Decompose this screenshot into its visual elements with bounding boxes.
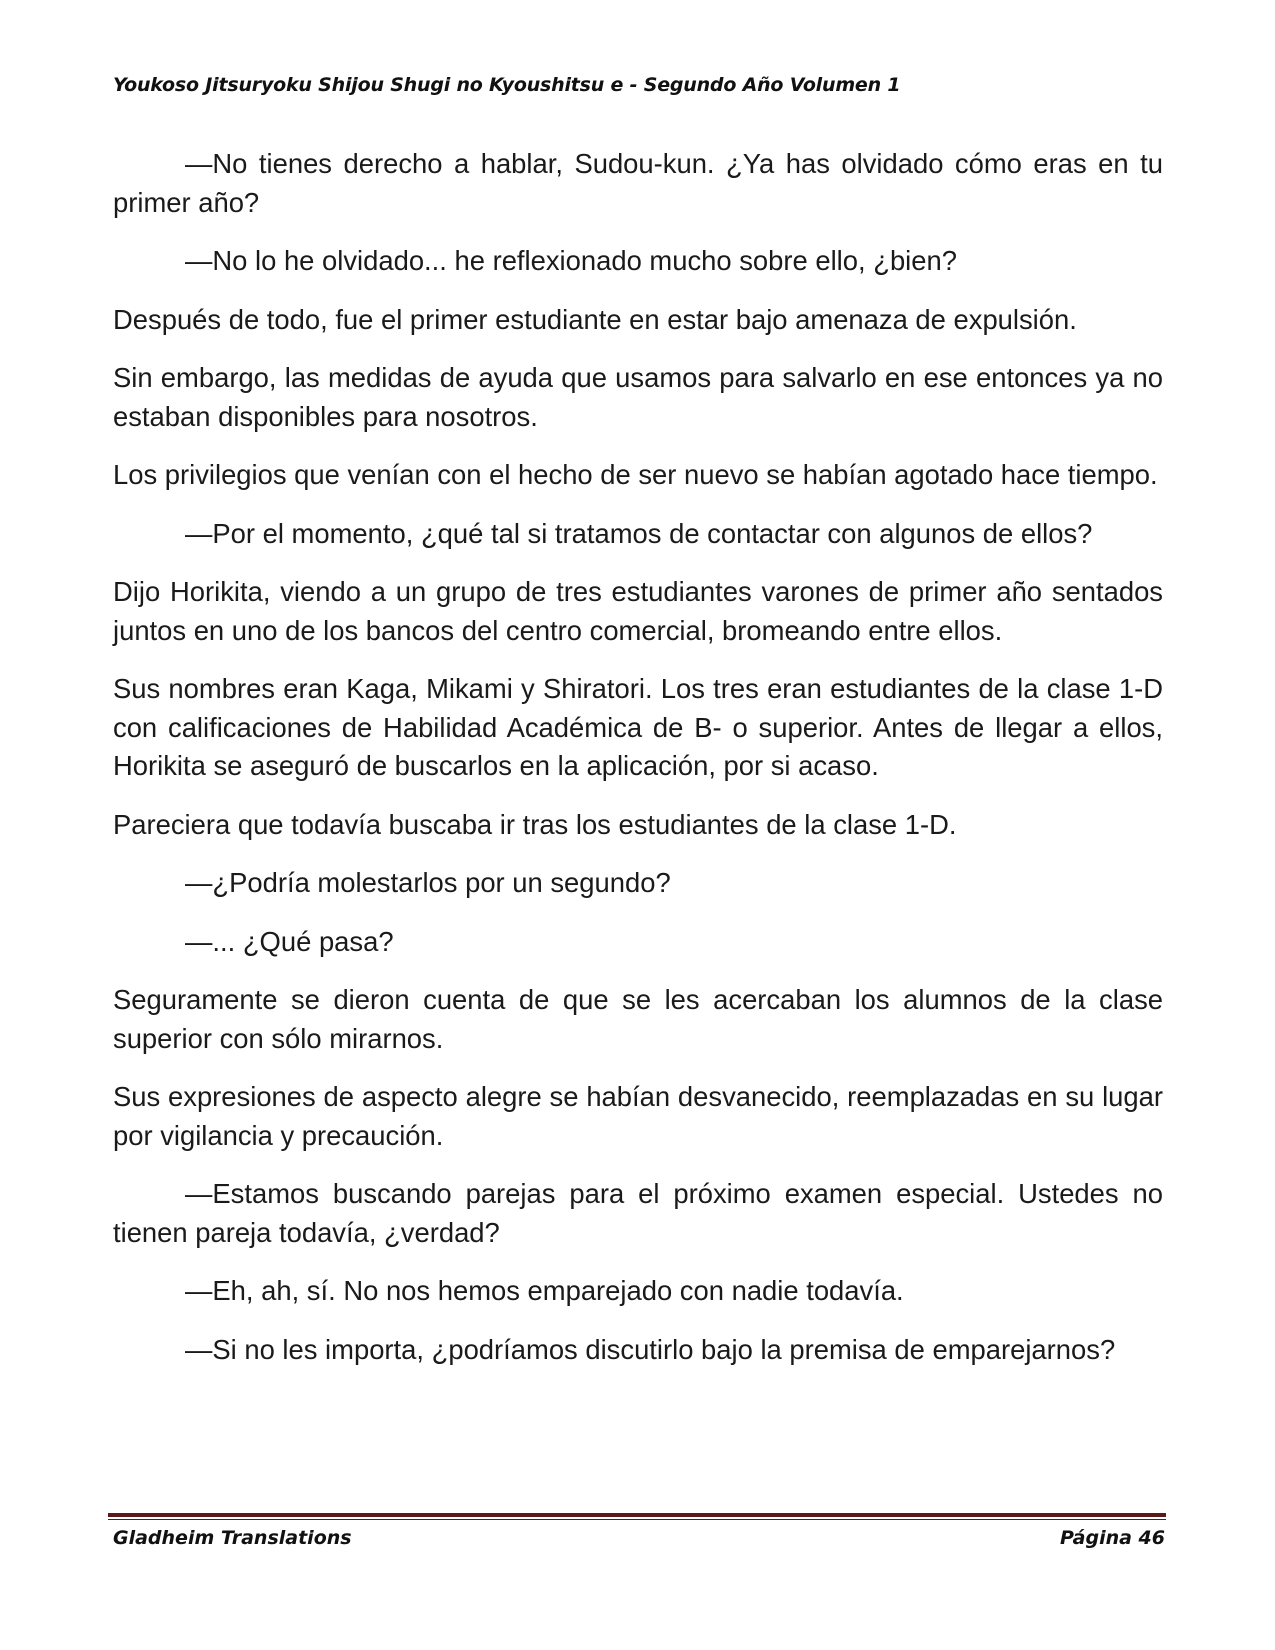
page-header-title: Youkoso Jitsuryoku Shijou Shugi no Kyoushitsu e - Segundo Año Volumen 1 (113, 74, 901, 96)
page-body (113, 145, 1163, 1389)
paragraph: Sin embargo, las medidas de ayuda que usamos para salvarlo en ese entonces ya no estaban disponibles para nosotros. (113, 362, 1163, 432)
footer-publisher: Gladheim Translations (113, 1527, 352, 1549)
paragraph: —Estamos buscando parejas para el próximo examen especial. Ustedes no tienen pareja todavía, ¿verdad? (113, 1178, 1163, 1248)
paragraph: Dijo Horikita, viendo a un grupo de tres estudiantes varones de primer año sentados juntos en uno de los bancos del centro comercial, bromeando entre ellos. (113, 576, 1163, 646)
paragraph: Sus expresiones de aspecto alegre se habían desvanecido, reemplazadas en su lugar por vigilancia y precaución. (113, 1081, 1163, 1151)
paragraph: —Por el momento, ¿qué tal si tratamos de contactar con algunos de ellos? (185, 517, 1093, 549)
paragraph: —Si no les importa, ¿podríamos discutirlo bajo la premisa de emparejarnos? (185, 1333, 1116, 1365)
paragraph: Pareciera que todavía buscaba ir tras los estudiantes de la clase 1-D. (113, 808, 957, 840)
footer-page-number: Página 46 (1059, 1527, 1165, 1549)
paragraph: Seguramente se dieron cuenta de que se les acercaban los alumnos de la clase superior con sólo mirarnos. (113, 984, 1163, 1054)
paragraph: —... ¿Qué pasa? (185, 925, 394, 957)
paragraph: —No lo he olvidado... he reflexionado mucho sobre ello, ¿bien? (185, 245, 957, 276)
paragraph: —No tienes derecho a hablar, Sudou-kun. ¿Ya has olvidado cómo eras en tu primer año? (113, 148, 1163, 218)
paragraph: —Eh, ah, sí. No nos hemos emparejado con nadie todavía. (185, 1275, 904, 1306)
footer-divider (108, 1513, 1166, 1517)
paragraph: Después de todo, fue el primer estudiante en estar bajo amenaza de expulsión. (113, 303, 1077, 335)
footer-divider-thin (108, 1519, 1166, 1520)
paragraph: —¿Podría molestarlos por un segundo? (185, 867, 671, 898)
paragraph: Los privilegios que venían con el hecho de ser nuevo se habían agotado hace tiempo. (113, 459, 1158, 490)
paragraph: Sus nombres eran Kaga, Mikami y Shiratori. Los tres eran estudiantes de la clase 1-D con calificaciones de Habilidad Académica de B- o superior. Antes de llegar a ellos, Horikita se aseguró de buscarlos en la aplicación, por si acaso. (113, 673, 1163, 781)
